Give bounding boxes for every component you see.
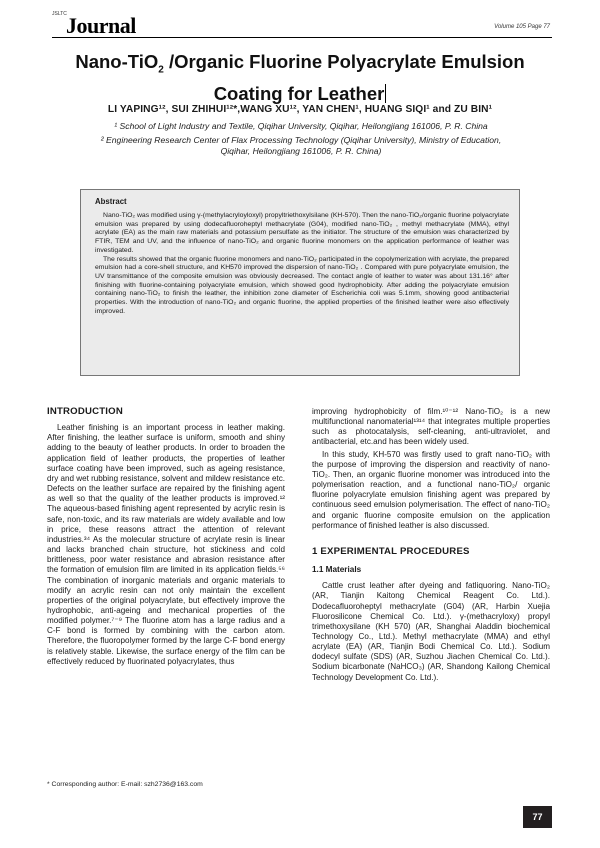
journal-logo-small: JSLTC — [52, 11, 67, 17]
materials-subheading: 1.1 Materials — [312, 565, 362, 575]
page-number: 77 — [523, 806, 552, 828]
abstract-paragraph-2: The results showed that the organic fluorine monomers and nano-TiO₂ participated in the copolymerization with acrylate, the prepared emulsion had a core-shell structure, and KH570 improved the dispersion of nano-TiO₂ . Compared with pure polyacrylate emulsion, the UV transmittance of the composite emulsion was obviously decreased. The contact angle of leather to water was about 131.16° after finishing with fluorine-containing polyacrylate emulsion, which showed good hydrophobicity. After adding the polyacrylate emulsion containing nano-TiO₂ to finish the leather, the inhibition zone diameter of Escherichia coli was 5.1mm, showing good antibacterial properties. With the introduction of nano-TiO₂ and organic fluorine, the applied properties of the finished leather were also effectively improved. — [95, 255, 509, 315]
paper-title: Nano-TiO$_2$ /Organic Fluorine Polyacrylate Emulsion Coating for Leather — [75, 51, 525, 104]
materials-paragraph: Cattle crust leather after dyeing and fatliquoring. Nano-TiO₂ (AR, Tianjin Kaitong Chemical Reagent Co. Ltd.). Dodecafluoroheptyl methacrylate (G04) (AR, Harbin Xuejia Fluorosilicone Chemical Co. Ltd.). γ-(methacryloxy) propyl trimethoxysilane (KH 570) (AR, Shanghai Aladdin biochemical Technology Co., Ltd.). Methyl methacrylate (MMA) and ethyl acrylate (EA) (AR, Tianjin Bodi Chemical Co. Ltd.). Sodium dodecyl sulfate (SDS) (AR, Suzhou Jiachen Chemical Co. Ltd.). Sodium bicarbonate (NaHCO₃) (AR, Shandong Kailong Chemical Technology Development Co. Ltd.). — [312, 581, 550, 682]
authors: LI YAPING¹², SUI ZHIHUI¹²*,WANG XU¹², YAN CHEN¹, HUANG SIQI¹ and ZU BIN¹ — [107, 104, 493, 115]
volume-page: Volume 105 Page 77 — [494, 24, 550, 30]
left-column — [47, 407, 285, 667]
abstract-paragraph-1: Nano-TiO₂ was modified using γ-(methylacryloyloxyl) propyltriethoxylsilane (KH-570). Then the nano-TiO₂/organic fluorine polyacrylate emulsion was prepared by using dodecafluoroheptyl methacrylate (G04), modified nano-TiO₂ , methyl methacrylate (MMA), ethyl acrylate (EA) as the main raw materials and potassium persulfate as the initiator. The structure of the emulsion was characterized by FTIR, TEM and UV, and the influence of nano-TiO₂ and organic fluorine monomers on the application performance of leather was investigated. — [95, 212, 509, 254]
abstract-box — [80, 189, 520, 376]
right-paragraph-2: In this study, KH-570 was firstly used to graft nano-TiO₂ with the purpose of improving the dispersion and reactivity of nano-TiO₂. Then, an organic fluorine monomer was introduced into the polymerisation reaction, and a functional nano-TiO₂/ organic fluorine polyacrylate emulsion finishing agent was prepared by continuous seed emulsion polymerisation. The effect of nano-TiO₂ and organic fluorine composite emulsion on the application performance of finished leather is also discussed. — [312, 449, 550, 530]
right-column — [312, 407, 550, 683]
corresponding-author-footnote: * Corresponding author: E-mail: szh2736@163.com — [47, 781, 203, 788]
introduction-heading: INTRODUCTION — [47, 406, 123, 417]
text-cursor — [385, 84, 386, 103]
abstract-heading: Abstract — [95, 197, 127, 206]
introduction-paragraph: Leather finishing is an important process in leather making. After finishing, the leather surface is uniform, smooth and shiny adding to the beauty of leather products. In order to broaden the application field of leather products, the properties of leather surface coating have been improved, such as ageing resistance, dry and wet rubbing resistance, solvent and mildew resistance etc. Defects on the leather surface are repaired by the finishing agent as well so that the quality of the leather products is improved.¹² The aqueous-based finishing agent represented by acrylic resin is safe, non-toxic, and its raw materials are widely available and low in price, these reasons attract the attention of relevant industries.³⁴ As the molecular structure of acrylate resin is linear and lacks branched chain structure, hot stickiness and cold brittleness, poor water resistance and abrasion resistance after the formation of emulsion film are limited in its application fields.⁵⁶ The combination of inorganic materials and organic materials to modify an acrylic resin can not only maintain the excellent properties of the original polyacrylate, but effectively improve the hydrophobic, anti-ageing and mechanical properties of the modified polymer.⁷⁻⁹ The fluorine atom has a large radius and a C-F bond is formed by combining with the carbon atom. Therefore, the fluoropolymer formed by the large C-F bond energy is relatively stable. Likewise, the surface energy of the film can be effectively reduced by fluorinated polyacrylates, thus — [47, 423, 285, 666]
journal-logo: Journal — [66, 13, 136, 38]
affiliation-2: ² Engineering Research Center of Flax Processing Technology (Qiqihar University), Ministry of Education, Qiqihar, Heilongjiang 161006, P. R. China) — [100, 135, 502, 156]
right-paragraph-1: improving hydrophobicity of film.¹⁰⁻¹² Nano-TiO₂ is a new multifunctional nanomaterial¹³¹⁴ that integrates multiple properties such as photocatalysis, self-cleaning, anti-ultraviolet, and antibacterial, etc.and has been widely used. — [312, 407, 550, 447]
journal-header — [52, 12, 552, 38]
affiliation-1: ¹ School of Light Industry and Textile, Qiqihar University, Qiqihar, Heilongjiang 161006, P. R. China — [114, 121, 488, 131]
experimental-heading: 1 EXPERIMENTAL PROCEDURES — [312, 545, 470, 557]
